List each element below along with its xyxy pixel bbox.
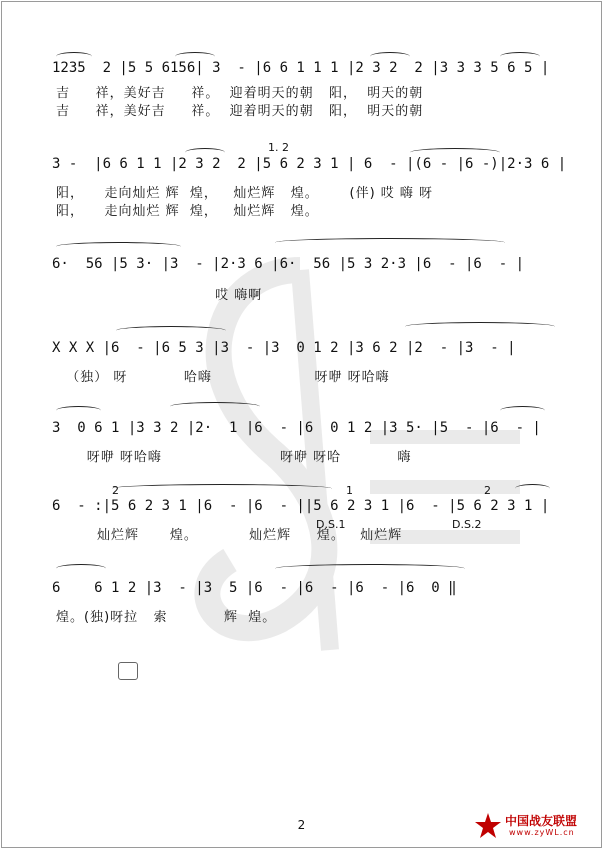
lyric-line: （独） 呀 哈嗨 呀咿 呀哈嗨 [56, 370, 390, 385]
slur [275, 564, 465, 573]
slur [185, 148, 225, 157]
slur [515, 484, 550, 493]
slur [500, 52, 540, 61]
site-name: 中国战友联盟 [505, 814, 578, 828]
slur [56, 564, 106, 573]
lyric-line: 煌。(独)呀拉 索 辉 煌。 [56, 610, 277, 625]
lyric-line: 灿烂辉 煌。 灿烂辉 煌。 灿烂辉 [56, 528, 403, 543]
notes-line: 6· 56 |5 3· |3 - |2·3 6 |6· 56 |5 3 2·3 |6 - |6 - | [52, 256, 525, 272]
page-number: 2 [297, 818, 306, 832]
notes-line: 6 6 1 2 |3 - |3 5 |6 - |6 - |6 - |6 0 ‖ [52, 580, 457, 596]
lyric-line: 呀咿 呀哈嗨 呀咿 呀哈 嗨 [56, 450, 412, 465]
notes-line: 3 - |6 6 1 1 |2 3 2 2 |5 6 2 3 1 | 6 - |(6 - |6 -)|2·3 6 | [52, 156, 567, 172]
slur [405, 322, 555, 331]
notes-line: 3 0 6 1 |3 3 2 |2· 1 |6 - |6 0 1 2 |3 5· |5 - |6 - | [52, 420, 541, 436]
volta-label: 2 [112, 484, 119, 497]
slur [370, 52, 410, 61]
notes-line: X X X |6 - |6 5 3 |3 - |3 0 1 2 |3 6 2 |2 - |3 - | [52, 340, 516, 356]
slur [56, 52, 92, 61]
ds1-mark: D.S.1 [316, 518, 346, 531]
coda-volta-mark: 1. 2 [268, 141, 289, 154]
lyric-line: 吉 祥，美好吉 祥。 迎着明天的朝 阳， 明天的朝 [56, 104, 424, 119]
slur [112, 484, 332, 493]
notes-line: 6 - :|5 6 2 3 1 |6 - |6 - ||5 6 2 3 1 |6 - |5 6 2 3 1 | [52, 498, 550, 514]
ending-2-mark: 2 [484, 484, 491, 497]
small-box-symbol [118, 662, 138, 680]
slur [170, 402, 260, 411]
site-url: www.zyWL.cn [509, 828, 575, 837]
lyric-line: 阳， 走向灿烂 辉 煌， 灿烂辉 煌。 [56, 204, 319, 219]
slur [56, 242, 181, 251]
lyric-line: 阳， 走向灿烂 辉 煌， 灿烂辉 煌。 (伴) 哎 嗨 呀 [56, 186, 434, 201]
star-icon [473, 811, 503, 841]
ending-1-mark: 1 [346, 484, 353, 497]
lyric-line: 吉 祥，美好吉 祥。 迎着明天的朝 阳， 明天的朝 [56, 86, 424, 101]
site-logo [473, 811, 593, 841]
slur [56, 406, 101, 415]
ds2-mark: D.S.2 [452, 518, 482, 531]
notes-line: 1235 2 |5 5 6156| 3 - |6 6 1 1 1 |2 3 2 2 |3 3 3 5 6 5 | [52, 60, 550, 76]
slur [275, 238, 505, 247]
slur [410, 148, 500, 157]
slur [500, 406, 545, 415]
slur [116, 326, 226, 335]
lyric-line: 哎 嗨啊 [56, 288, 263, 303]
slur [175, 52, 215, 61]
